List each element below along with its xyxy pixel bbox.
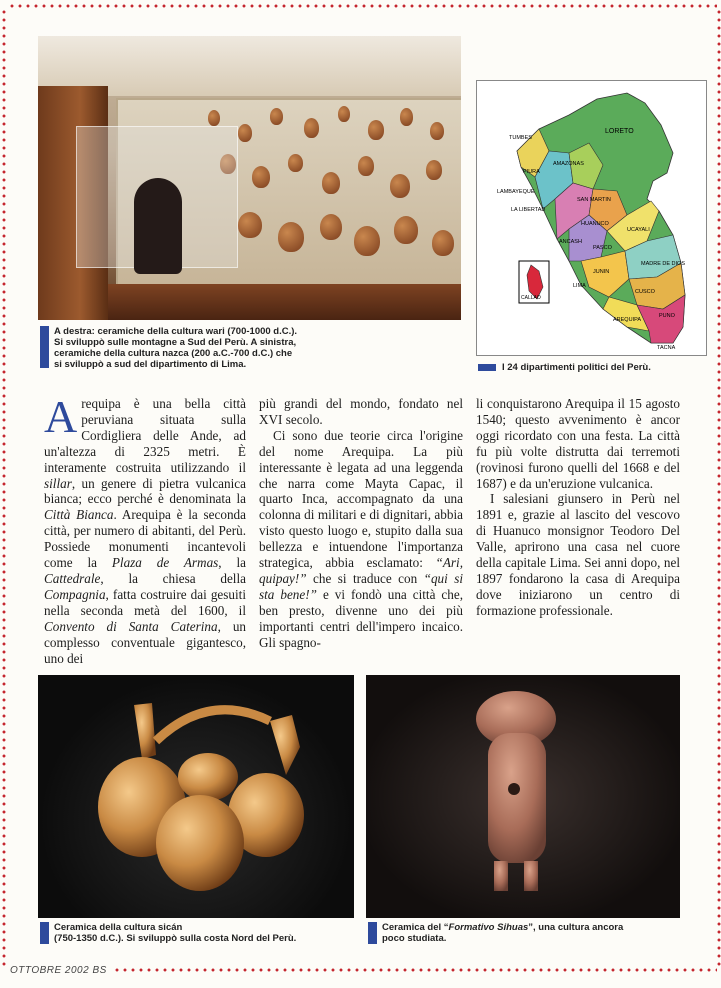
map-label-ancash: ANCASH	[559, 239, 582, 245]
caption-text: Ceramica del “	[382, 922, 449, 933]
sican-vessel-photo	[38, 675, 354, 918]
caption-line: A destra: ceramiche della cultura wari (700-1000 d.C.).	[54, 326, 298, 337]
caption-text: ”, una cultura ancora	[528, 922, 624, 933]
drop-cap: A	[44, 391, 78, 442]
ceramic-pot	[238, 124, 252, 142]
map-label-puno: PUNO	[659, 313, 675, 319]
article-paragraph	[44, 391, 247, 666]
article-italic-text: Compagnia	[44, 586, 106, 602]
caption-marker	[368, 922, 377, 944]
ceramic-pot	[208, 110, 220, 126]
article-text: requipa è una bella città peruviana situata sulla Cordigliera delle Ande, ad un'altezza di 2325 metri. È interamente costruita utilizzando il	[44, 396, 246, 475]
vessel-caption	[54, 922, 354, 944]
ceramic-pot	[338, 106, 350, 122]
ceramic-pot	[278, 222, 304, 252]
map-label-amazonas: AMAZONAS	[553, 161, 584, 167]
map-label-sanmartin: SAN MARTIN	[577, 197, 611, 203]
article-italic-text: Convento di Santa Caterina	[44, 618, 218, 634]
top-dotted-border	[8, 4, 717, 8]
ceramic-pot	[390, 174, 410, 198]
map-label-cusco: CUSCO	[635, 289, 655, 295]
ceramic-pot	[322, 172, 340, 194]
left-dotted-border	[2, 8, 6, 970]
caption-marker	[40, 326, 49, 368]
ceramic-pot	[400, 108, 413, 126]
map-label-lima: LIMA	[573, 283, 586, 289]
ceramic-pot	[320, 214, 342, 240]
vessel-illustration	[38, 675, 354, 918]
map-label-junin: JUNIN	[593, 269, 610, 275]
page-footer	[10, 962, 717, 978]
article-paragraph: I salesiani giunsero in Perù nel 1891 e, grazie al lascito del vescovo di Huanuco monsignor Teodoro Del Valle, aprirono una casa nel cuore della capitale Lima. Sei anni dopo, nel 1897 fondarono la casa di Arequipa dove iniziarono un centro di formazione professionale.	[476, 491, 680, 618]
ceramic-pot	[394, 216, 418, 244]
map-label-arequipa: AREQUIPA	[613, 317, 642, 323]
article-italic-text: “Ari, quipay!”	[259, 555, 463, 586]
map-label-callao: CALLAO	[521, 295, 541, 301]
map-label-madrededios: MADRE DE DIOS	[641, 261, 686, 267]
display-base	[108, 284, 461, 320]
ceramic-pot	[238, 212, 262, 238]
ceramic-pot	[288, 154, 303, 172]
article-column-1	[44, 391, 247, 666]
right-dotted-border	[717, 8, 721, 970]
article-text: Ci sono due teorie circa l'origine del nome Arequipa. La più interessante è legata ad una leggenda che narra come Mayta Capac, il quarto Inca, accompagnato da una colonna di militari e di dignitari, abbia visto questo luogo e, stupito dalla sua bellezza e intuendone l'importanza strategica, abbia esclamato:	[259, 427, 463, 571]
map-label-piura: PIURA	[523, 169, 540, 175]
caption-line	[382, 922, 682, 933]
map-caption-marker	[478, 364, 496, 371]
map-label-huanuco: HUANUCO	[581, 221, 609, 227]
article-text: , la chiesa della	[100, 570, 246, 586]
caption-line: si sviluppò a sud del dipartimento di Lima.	[54, 359, 247, 370]
article-italic-text: Plaza de Armas	[111, 555, 219, 571]
ceramic-pot	[358, 156, 374, 176]
ceramic-pot	[432, 230, 454, 256]
ceramic-pot	[270, 108, 283, 125]
footer-issue-label: OTTOBRE 2002 BS	[10, 964, 107, 976]
article-paragraph: più grandi del mondo, fondato nel XVI secolo.	[259, 396, 463, 427]
article-column-2	[259, 396, 463, 651]
figure-caption	[382, 922, 682, 944]
peru-map-svg	[477, 81, 706, 355]
ceramic-pot	[426, 160, 442, 180]
peru-map	[476, 80, 707, 356]
article-text: . Arequipa è la seconda città, per numero di abitanti, del Perù. Possiede monumenti incantevoli come la	[44, 507, 246, 571]
ceramic-pot	[354, 226, 380, 256]
map-label-tacna: TACNA	[657, 345, 676, 351]
caption-line: Si sviluppò sulle montagne a Sud del Perù. A sinistra,	[54, 337, 297, 348]
caption-line: (750-1350 d.C.). Si sviluppò sulla costa Nord del Perù.	[54, 933, 297, 944]
article-italic-text: sillar	[44, 475, 72, 491]
caption-marker	[40, 922, 49, 944]
article-paragraph	[259, 428, 463, 651]
article-text: , fatta costruire dai gesuiti nella seconda metà del 1600, il	[44, 586, 246, 618]
map-label-loreto: LORETO	[605, 128, 634, 135]
figure-illustration	[366, 675, 680, 918]
article-italic-text: Città Bianca	[44, 507, 114, 523]
ceramic-pot	[304, 118, 319, 138]
map-label-ucayali: UCAYALI	[627, 227, 650, 233]
map-caption: I 24 dipartimenti politici del Perù.	[502, 362, 651, 373]
caption-italic-text: Formativo Sihuas	[448, 922, 529, 933]
footer-dotted-rule	[113, 968, 717, 972]
map-label-tumbes: TUMBES	[509, 135, 532, 141]
ceramic-pot	[252, 166, 270, 188]
museum-caption	[54, 326, 474, 370]
sihuas-figure-photo	[366, 675, 680, 918]
article-text: , un complesso conventuale gigantesco, uno dei	[44, 618, 247, 666]
caption-line: Ceramica della cultura sicán	[54, 922, 183, 933]
ceramic-pot	[368, 120, 384, 140]
article-text: e vi fondò una città che, ben presto, divenne uno dei più importanti centri dell'impero incaico. Gli spagno-	[259, 586, 463, 650]
article-text: , la	[218, 555, 246, 571]
map-label-pasco: PASCO	[593, 245, 612, 251]
caption-line: poco studiata.	[382, 933, 447, 944]
article-text: , un genere di pietra vulcanica bianca; ecco perché è denominata la	[44, 475, 246, 507]
map-label-libertad: LA LIBERTAD	[511, 207, 546, 213]
article-text: che si traduce con	[306, 570, 424, 586]
museum-visitor	[134, 178, 182, 274]
article-column-3	[476, 396, 680, 619]
museum-showcase-photo	[38, 36, 461, 320]
article-italic-text: “qui si sta bene!”	[259, 570, 463, 602]
ceramic-pot	[430, 122, 444, 140]
map-label-lambayeque: LAMBAYEQUE	[497, 189, 535, 195]
article-italic-text: Cattedrale	[44, 570, 101, 586]
article-paragraph: li conquistarono Arequipa il 15 agosto 1540; questo avvenimento è ancor oggi ricordato con una festa. La città fu più volte distrutta dai terremoti (rovinosi furono quelli del 1668 e del 1687) e da un'eruzione vulcanica.	[476, 396, 680, 491]
caption-line: ceramiche della cultura nazca (200 a.C.-700 d.C.) che	[54, 348, 293, 359]
